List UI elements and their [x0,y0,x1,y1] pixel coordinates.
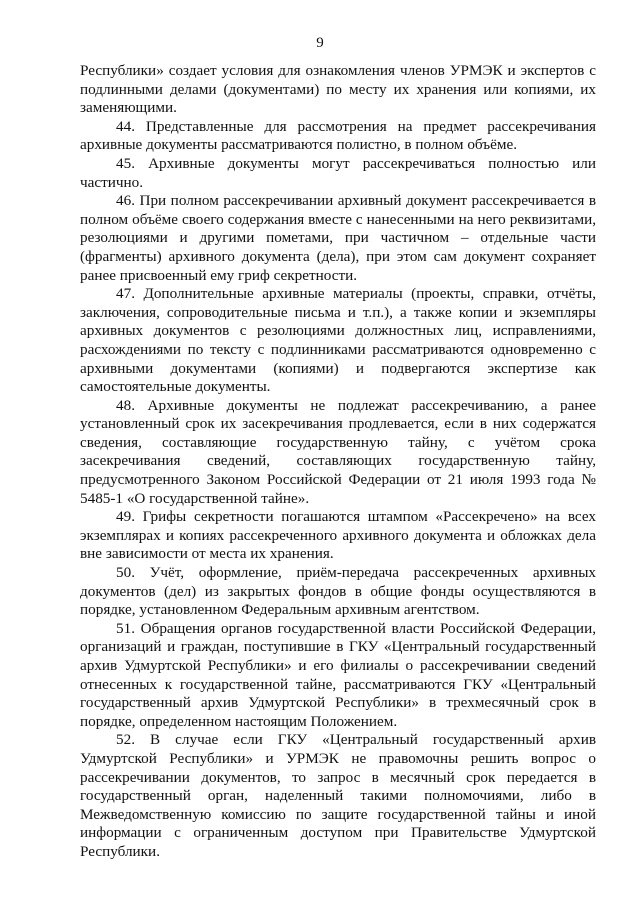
document-body [80,62,596,862]
paragraph-50: 50. Учёт, оформление, приём-передача рассекреченных архивных документов (дел) из закрытых фондов в общие фонды осуществляются в порядке, установленном Федеральным архивным агентством. [80,564,596,619]
paragraph-44: 44. Представленные для рассмотрения на предмет рассекречивания архивные документы рассматриваются полистно, в полном объёме. [80,117,596,154]
paragraph-45: 45. Архивные документы могут рассекречиваться полностью или частично. [80,154,596,191]
paragraph-51: 51. Обращения органов государственной власти Российской Федерации, организаций и граждан, поступившие в ГКУ «Центральный государственный архив Удмуртской Республики» и его филиалы о рассекречивании сведений отнесенных к государственной тайне, рассматриваются ГКУ «Центральный государственный архив Удмуртской Республики» в трехмесячный срок в порядке, определенном настоящим Положением. [80,619,596,730]
paragraph-49: 49. Грифы секретности погашаются штампом «Рассекречено» на всех экземплярах и копиях рассекреченного архивного документа и обложках дела вне зависимости от места их хранения. [80,508,596,563]
paragraph-continuation: Республики» создает условия для ознакомления членов УРМЭК и экспертов с подлинными делами (документами) по месту их хранения или копиями, их заменяющими. [80,62,596,117]
paragraph-46: 46. При полном рассекречивании архивный документ рассекречивается в полном объёме своего содержания вместе с нанесенными на него реквизитами, резолюциями и другими пометами, при частичном – отдельные части (фрагменты) архивного документа (дела), при этом сам документ сохраняет ранее присвоенный ему гриф секретности. [80,192,596,284]
paragraph-48: 48. Архивные документы не подлежат рассекречиванию, а ранее установленный срок их засекречивания продлевается, если в них содержатся сведения, составляющие государственную тайну, с учётом срока засекречивания сведений, составляющих государственную тайну, предусмотренного Законом Российской Федерации от 21 июля 1993 года № 5485-1 «О государственной тайне». [80,396,596,507]
paragraph-52: 52. В случае если ГКУ «Центральный государственный архив Удмуртской Республики» и УРМЭК не правомочны решить вопрос о рассекречивании документов, то запрос в месячный срок передается в государственный орган, наделенный такими полномочиями, либо в Межведомственную комиссию по защите государственной тайны и иной информации с ограниченным доступом при Правительстве Удмуртской Республики. [80,731,596,860]
page-number: 9 [316,35,324,51]
paragraph-47: 47. Дополнительные архивные материалы (проекты, справки, отчёты, заключения, сопроводительные письма и т.п.), а также копии и экземпляры архивных документов с резолюциями должностных лиц, исправлениями, расхождениями по тексту с подлинниками рассматриваются одновременно с архивными документами (копиями) и подвергаются экспертизе как самостоятельные документы. [80,285,596,396]
